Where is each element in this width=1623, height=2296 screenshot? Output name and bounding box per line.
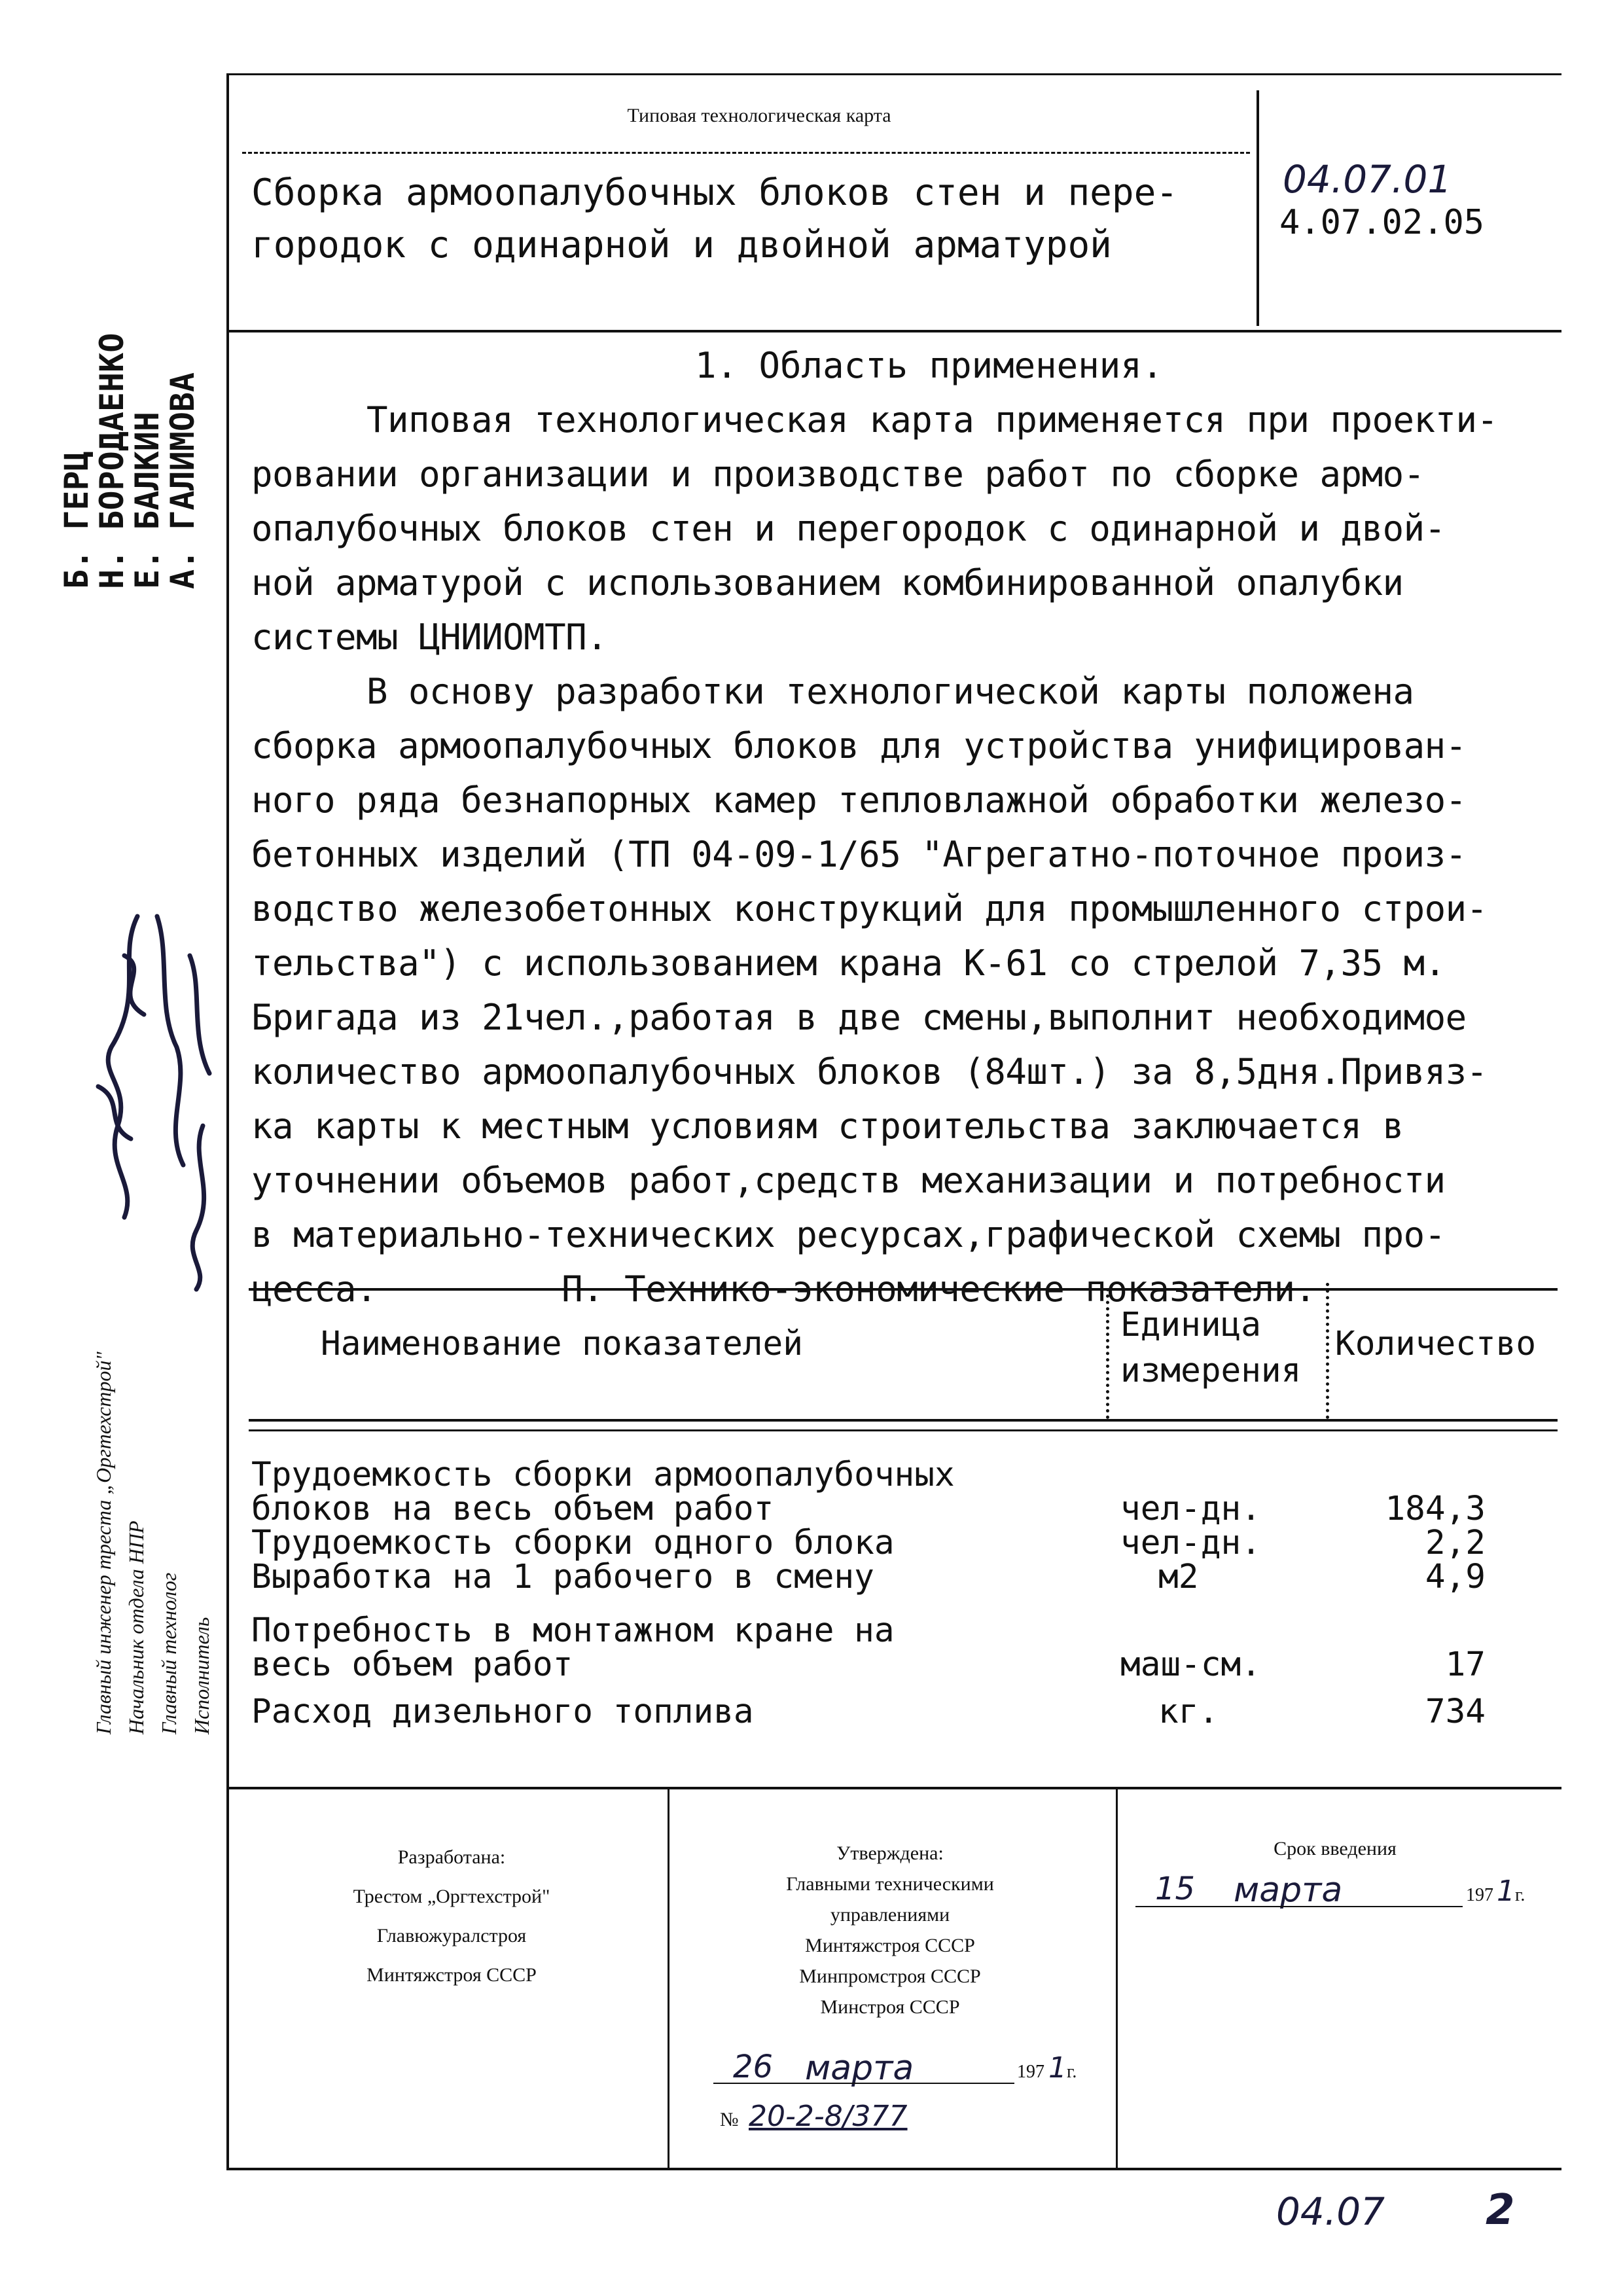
section-1-heading: 1. Область применения. (695, 345, 1164, 386)
developed-label: Разработана: (397, 1846, 506, 1868)
page-number: 2 (1486, 2186, 1515, 2234)
title-line-2: городок с одинарной и двойной арматурой (251, 224, 1112, 266)
body-line-3: опалубочных блоков стен и перегородок с одинарной и двой- (251, 508, 1446, 549)
body-line-5: системы ЦНИИОМТП. (251, 617, 608, 658)
approved-number (720, 2100, 982, 2139)
approved-line-1: Главными техническими (786, 1873, 994, 1895)
position-1: Главный инженер треста „Оргтехстрой" (92, 1352, 115, 1734)
effective-date (1135, 1871, 1554, 1916)
table-row-1-value: 184,3 (1385, 1490, 1486, 1528)
table-col-header-name: Наименование показателей (321, 1325, 803, 1363)
effective-label: Срок введения (1274, 1838, 1397, 1859)
position-3: Главный технолог (157, 1572, 181, 1734)
developed-line-1: Трестом „Оргтехстрой" (353, 1886, 550, 1907)
approved-line-5: Минстроя СССР (820, 1996, 960, 2018)
table-header-rule-1 (249, 1419, 1558, 1422)
row-1-name-line-2: блоков на весь объем работ (251, 1490, 774, 1528)
table-row-5-value: 734 (1425, 1693, 1486, 1731)
author-1: Б. ГЕРЦ (58, 451, 96, 589)
table-row-4-name (251, 1611, 895, 1684)
table-header-rule-2 (249, 1429, 1558, 1431)
author-4: А. ГАЛИМОВА (164, 372, 202, 589)
body-line-13: количество армоопалубочных блоков (84шт.) за 8,5дня.Привяз- (251, 1051, 1488, 1092)
header-divider-dashed (242, 152, 1250, 156)
document-title (251, 167, 1178, 272)
row-4-name-line-1: Потребность в монтажном кране на (251, 1611, 895, 1650)
table-row-3-value: 4,9 (1425, 1558, 1486, 1596)
effective-date-underline (1135, 1906, 1463, 1907)
page-footer-code: 04.07 (1276, 2189, 1385, 2234)
author-3: Е. БАЛКИН (128, 412, 166, 589)
approved-line-4: Минпромстроя СССР (799, 1965, 981, 1987)
header-bottom-border (226, 330, 1561, 332)
body-line-1: Типовая технологическая карта применяется при проекти- (366, 399, 1498, 440)
approved-date (713, 2049, 1106, 2088)
code-handwritten: 04.07.01 (1283, 157, 1452, 202)
code-typed: 4.07.02.05 (1279, 203, 1485, 242)
table-row-2-value: 2,2 (1425, 1524, 1486, 1562)
title-line-1: Сборка армоопалубочных блоков стен и пере- (251, 171, 1179, 214)
effective-date-month: марта (1234, 1871, 1343, 1910)
footer-col-divider-2 (1116, 1789, 1118, 2169)
table-row-1-name (251, 1458, 955, 1526)
body-line-11: тельства") с использованием крана К-61 со стрелой 7,35 м. (251, 942, 1446, 984)
signatures-image (39, 877, 229, 1296)
table-row-1-unit: чел-дн. (1120, 1490, 1261, 1528)
card-type-label: Типовая технологическая карта (627, 105, 891, 126)
approved-block (681, 1838, 1099, 2022)
approved-line-3: Минтяжстроя СССР (805, 1935, 975, 1956)
table-row-4-unit: маш-см. (1120, 1645, 1261, 1684)
table-row-5-name: Расход дизельного топлива (251, 1693, 754, 1731)
body-line-15: уточнении объемов работ,средств механизации и потребности (251, 1160, 1446, 1201)
body-line-10: водство железобетонных конструкций для промышленного строи- (251, 888, 1488, 929)
body-line-7: сборка армоопалубочных блоков для устройства унифицирован- (251, 725, 1467, 766)
body-line-8: ного ряда безнапорных камер тепловлажной обработки железо- (251, 780, 1467, 821)
effective-date-day: 15 (1155, 1871, 1196, 1907)
approved-line-2: управлениями (830, 1904, 950, 1926)
footer-top-rule (226, 1787, 1561, 1789)
approved-date-day: 26 (733, 2049, 774, 2085)
table-row-2-name: Трудоемкость сборки одного блока (251, 1524, 895, 1562)
table-row-2-unit: чел-дн. (1120, 1524, 1261, 1562)
frame-top-border (226, 73, 1561, 75)
approved-date-year-digit: 1 (1048, 2051, 1067, 2085)
footer-col-divider-1 (668, 1789, 669, 2169)
developed-line-2: Главюжуралстроя (376, 1925, 527, 1946)
frame-bottom-border (226, 2168, 1561, 2170)
body-line-17 (251, 1262, 1554, 1316)
position-4: Исполнитель (190, 1617, 213, 1734)
header-code-divider (1257, 90, 1259, 326)
effective-date-year-digit: 1 (1497, 1874, 1515, 1908)
approved-date-underline (713, 2083, 1014, 2084)
table-row-3-unit: м2 (1158, 1558, 1199, 1596)
body-line-14: ка карты к местным условиям строительства заключается в (251, 1105, 1404, 1147)
table-col-header-quantity: Количество (1335, 1325, 1537, 1363)
body-line-17-text: цесса. (251, 1268, 378, 1310)
approved-number-label: № (720, 2109, 739, 2130)
position-2: Начальник отдела НПР (124, 1520, 148, 1734)
developed-line-3: Минтяжстроя СССР (366, 1964, 537, 1986)
effective-date-suffix: г. (1515, 1885, 1525, 1905)
table-row-3-name: Выработка на 1 рабочего в смену (251, 1558, 874, 1596)
approved-date-year: 197 (1017, 2062, 1044, 2082)
body-line-6: В основу разработки технологической карты положена (366, 671, 1414, 712)
body-line-12: Бригада из 21чел.,работая в две смены,выполнит необходимое (251, 997, 1467, 1038)
body-line-4: ной арматурой с использованием комбинированной опалубки (251, 562, 1404, 603)
unit-header-line-1: Единица (1120, 1306, 1261, 1344)
approved-date-month: марта (805, 2049, 914, 2088)
approved-date-suffix: г. (1067, 2062, 1077, 2082)
developed-block (262, 1838, 641, 1995)
approved-number-value: 20-2-8/377 (749, 2100, 908, 2133)
unit-header-line-2: измерения (1120, 1352, 1302, 1390)
effective-date-year: 197 (1466, 1885, 1493, 1905)
row-1-name-line-1: Трудоемкость сборки армоопалубочных (251, 1456, 955, 1494)
table-col-header-unit (1120, 1302, 1301, 1394)
row-4-name-line-2: весь объем работ (251, 1645, 573, 1684)
table-row-4-value: 17 (1445, 1645, 1486, 1684)
section-2-heading: П. Технико-экономические показатели. (562, 1268, 1316, 1310)
section-1-body (251, 393, 1554, 1316)
approved-label: Утверждена: (836, 1842, 944, 1864)
body-line-16: в материально-технических ресурсах,графической схемы про- (251, 1214, 1446, 1255)
body-line-9: бетонных изделий (ТП 04-09-1/65 "Агрегатно-поточное произ- (251, 834, 1467, 875)
author-2: Н. БОРОДАЕНКО (93, 332, 131, 589)
body-line-2: ровании организации и производстве работ по сборке армо- (251, 454, 1425, 495)
table-row-5-unit: кг. (1158, 1693, 1219, 1731)
